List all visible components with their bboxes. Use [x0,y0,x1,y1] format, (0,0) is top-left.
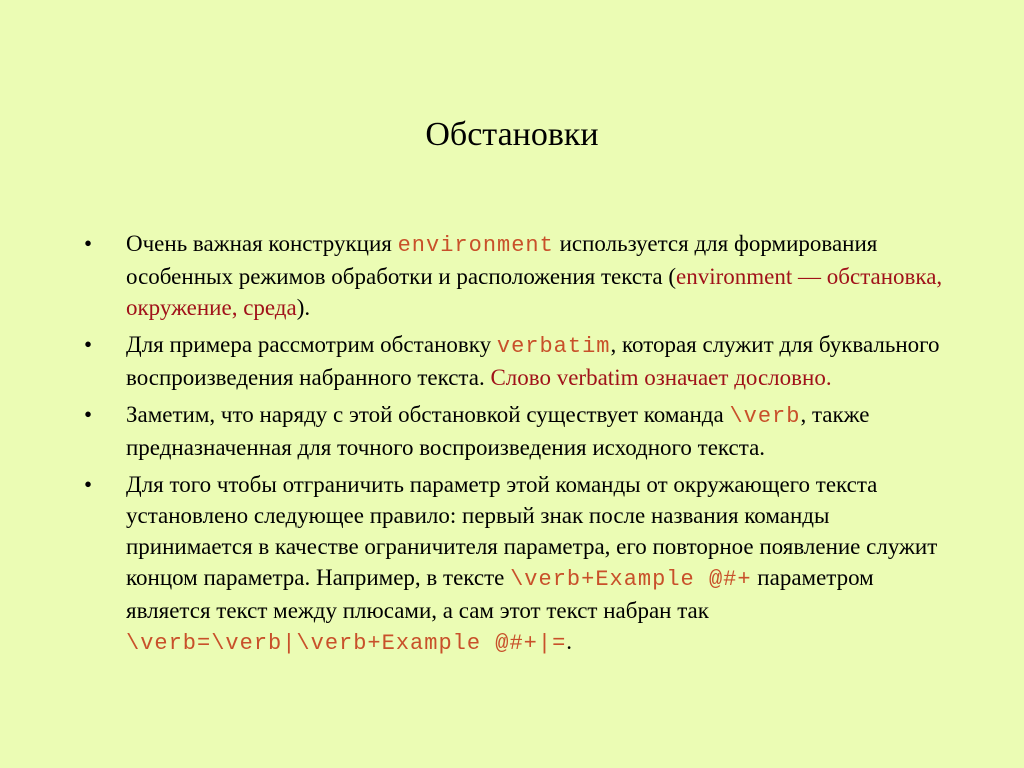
bullet-marker: • [84,231,93,256]
bullet-text: Заметим, что наряду с этой обстановкой существует команда [126,402,724,427]
bullet-marker: • [84,472,93,497]
code-verbatim: verbatim [496,334,611,359]
bullet-item-environment [84,228,954,323]
bullet-text: Для того чтобы отграничить параметр этой команды от окружающего текста установлено следующее правило: первый знак после названия команды принимается в качестве ограничителя параметра, его повторное появление служит концом параметра. Например, в тексте [126,472,938,590]
bullet-marker: • [84,332,93,357]
bullet-marker: • [84,402,93,427]
slide-title: Обстановки [425,116,599,153]
bullet-list [84,228,954,665]
bullet-text: Для примера рассмотрим обстановку [126,332,492,357]
code-environment: environment [397,233,554,258]
bullet-text: параметром является текст между плюсами, а сам этот текст набран так [126,565,874,623]
bullet-text: , также предназначенная для точного воспроизведения исходного текста. [126,402,870,460]
bullet-text: ). [296,295,311,320]
bullet-text: . [566,629,573,654]
highlight-translation: environment — обстановка, окружение, среда [126,264,943,320]
bullet-item-delimiter-rule [84,469,954,659]
bullet-text: используется для формирования особенных режимов обработки и расположения текста ( [126,231,878,289]
bullet-item-verb-command [84,399,954,463]
code-verb-example: \verb+Example @#+ [510,567,752,592]
bullet-item-verbatim [84,329,954,393]
code-verb-nested: \verb=\verb|\verb+Example @#+|= [126,631,567,656]
highlight-meaning: Слово verbatim означает дословно. [490,365,832,390]
bullet-text: , которая служит для буквального воспроизведения набранного текста. [126,332,940,390]
code-verb: \verb [729,404,801,429]
bullet-text: Очень важная конструкция [126,231,392,256]
